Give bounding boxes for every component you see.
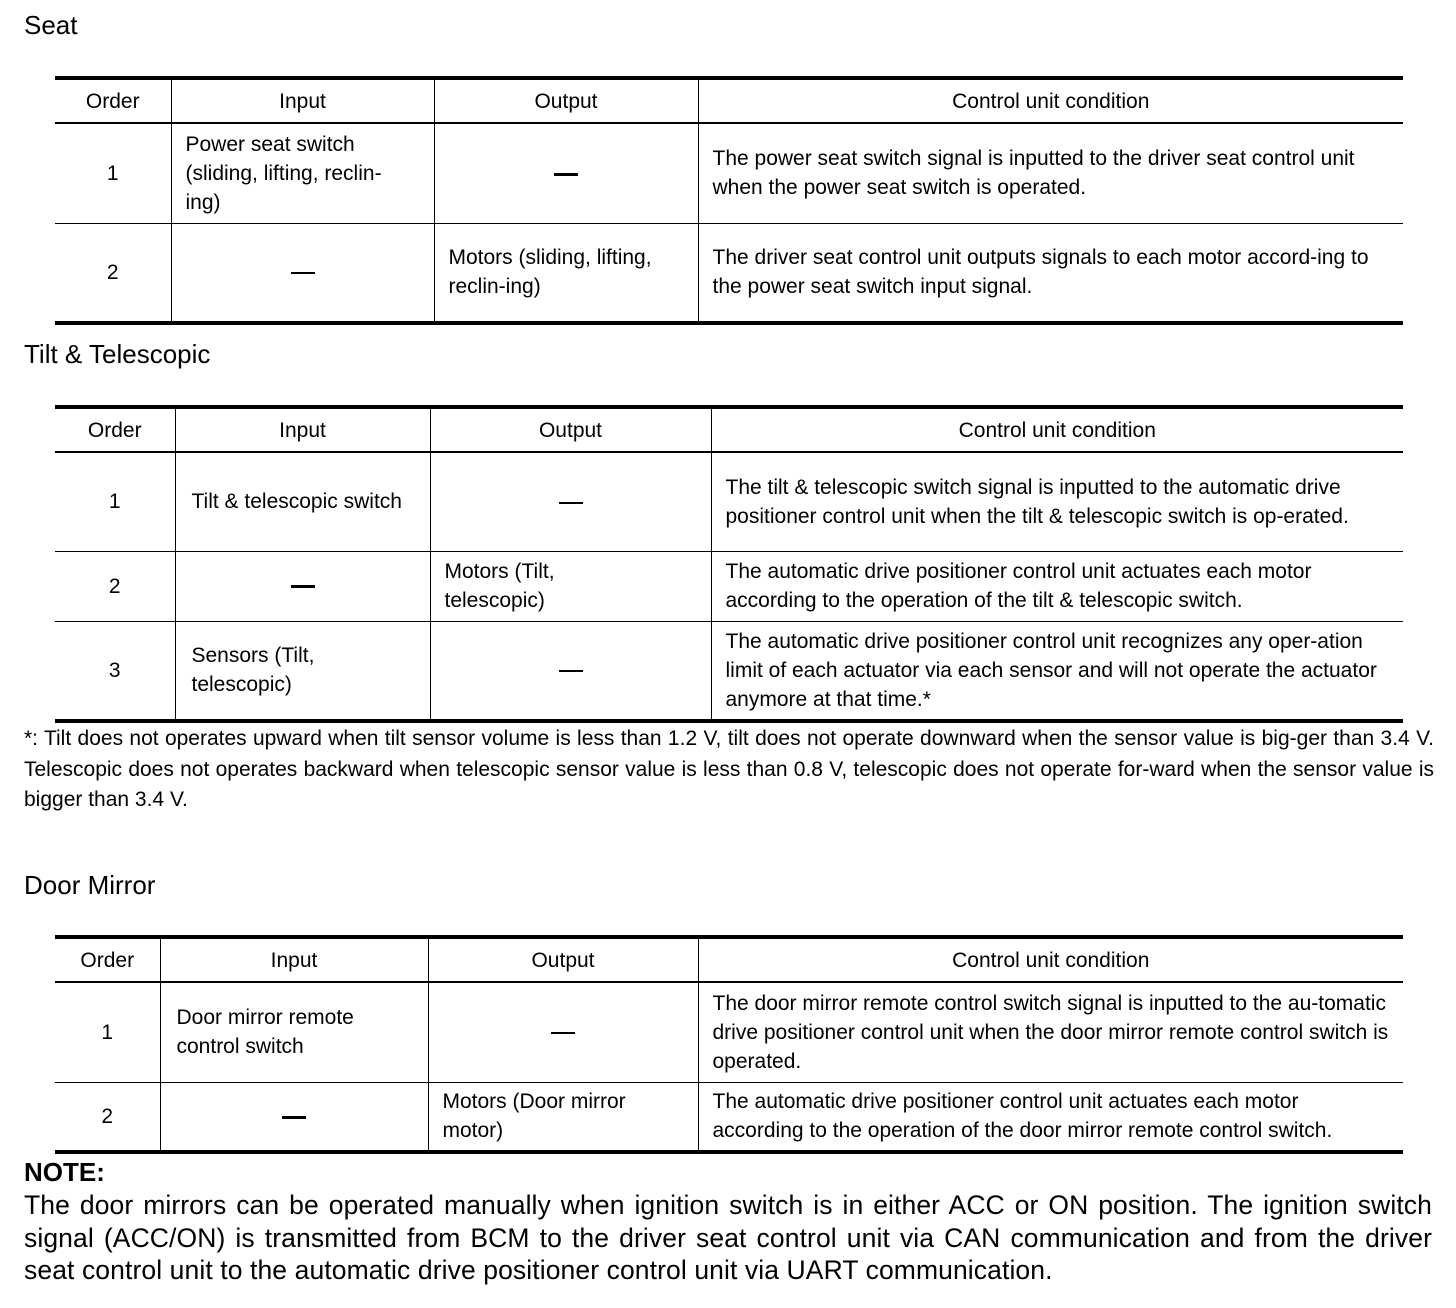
output-cell xyxy=(428,982,698,1082)
input-cell xyxy=(171,223,434,323)
input-cell: Power seat switch (sliding, lifting, reclin-ing) xyxy=(171,123,434,223)
header-order: Order xyxy=(55,937,160,982)
tilt-footnote: *: Tilt does not operates upward when tilt sensor volume is less than 1.2 V, tilt does not operate downward when the sensor value is big-ger than 3.4 V. Telescopic does not operates backward when telescopic sensor value is less than 0.8 V, telescopic does not operate for-ward when the sensor value is bigger than 3.4 V. xyxy=(24,727,1434,811)
output-cell: Motors (sliding, lifting, reclin-ing) xyxy=(434,223,698,323)
em-dash xyxy=(559,502,583,504)
em-dash xyxy=(282,1116,306,1119)
table-header-row xyxy=(55,78,1403,123)
condition-cell: The automatic drive positioner control unit actuates each motor according to the operation of the tilt & telescopic switch. xyxy=(711,551,1403,621)
output-cell xyxy=(430,621,711,721)
seat-heading: Seat xyxy=(24,10,78,40)
table-row xyxy=(55,223,1403,323)
em-dash xyxy=(559,670,583,672)
order-cell: 2 xyxy=(55,551,175,621)
order-cell: 1 xyxy=(55,452,175,551)
em-dash xyxy=(551,1032,575,1034)
tilt-heading: Tilt & Telescopic xyxy=(24,339,211,369)
mirror-table xyxy=(55,935,1403,1154)
seat-table xyxy=(55,76,1403,325)
output-cell: Motors (Door mirror motor) xyxy=(428,1082,698,1152)
condition-cell: The door mirror remote control switch signal is inputted to the au-tomatic drive positioner control unit when the door mirror remote control switch is operated. xyxy=(698,982,1403,1082)
order-cell: 3 xyxy=(55,621,175,721)
condition-cell: The tilt & telescopic switch signal is inputted to the automatic drive positioner control unit when the tilt & telescopic switch is op-erated. xyxy=(711,452,1403,551)
header-input: Input xyxy=(171,78,434,123)
input-cell xyxy=(160,1082,428,1152)
table-row xyxy=(55,123,1403,223)
header-output: Output xyxy=(428,937,698,982)
header-condition: Control unit condition xyxy=(711,407,1403,452)
table-header-row xyxy=(55,937,1403,982)
note-title: NOTE: xyxy=(24,1157,105,1187)
header-output: Output xyxy=(434,78,698,123)
header-order: Order xyxy=(55,78,171,123)
condition-cell: The power seat switch signal is inputted to the driver seat control unit when the power seat switch is operated. xyxy=(698,123,1403,223)
order-cell: 1 xyxy=(55,982,160,1082)
output-cell xyxy=(434,123,698,223)
header-condition: Control unit condition xyxy=(698,937,1403,982)
table-row xyxy=(55,621,1403,721)
em-dash xyxy=(291,585,315,588)
output-cell: Motors (Tilt, telescopic) xyxy=(430,551,711,621)
condition-cell: The automatic drive positioner control unit recognizes any oper-ation limit of each actuator via each sensor and will not operate the actuator anymore at that time.* xyxy=(711,621,1403,721)
header-input: Input xyxy=(175,407,430,452)
mirror-heading: Door Mirror xyxy=(24,870,156,900)
order-cell: 2 xyxy=(55,223,171,323)
header-output: Output xyxy=(430,407,711,452)
note-body: The door mirrors can be operated manually when ignition switch is in either ACC or ON position. The ignition switch signal (ACC/ON) is transmitted from BCM to the driver seat control unit via CAN communication and from the driver seat control unit to the automatic drive positioner control unit via UART communication. xyxy=(24,1190,1432,1285)
condition-cell: The automatic drive positioner control unit actuates each motor according to the operation of the door mirror remote control switch. xyxy=(698,1082,1403,1152)
header-input: Input xyxy=(160,937,428,982)
order-cell: 2 xyxy=(55,1082,160,1152)
condition-cell: The driver seat control unit outputs signals to each motor accord-ing to the power seat switch input signal. xyxy=(698,223,1403,323)
em-dash xyxy=(291,272,315,274)
table-row xyxy=(55,452,1403,551)
output-cell xyxy=(430,452,711,551)
table-row xyxy=(55,1082,1403,1152)
header-condition: Control unit condition xyxy=(698,78,1403,123)
table-header-row xyxy=(55,407,1403,452)
header-order: Order xyxy=(55,407,175,452)
input-cell: Door mirror remote control switch xyxy=(160,982,428,1082)
order-cell: 1 xyxy=(55,123,171,223)
tilt-table xyxy=(55,405,1403,723)
input-cell: Sensors (Tilt, telescopic) xyxy=(175,621,430,721)
table-row xyxy=(55,551,1403,621)
table-row xyxy=(55,982,1403,1082)
em-dash xyxy=(554,173,578,176)
input-cell xyxy=(175,551,430,621)
input-cell: Tilt & telescopic switch xyxy=(175,452,430,551)
